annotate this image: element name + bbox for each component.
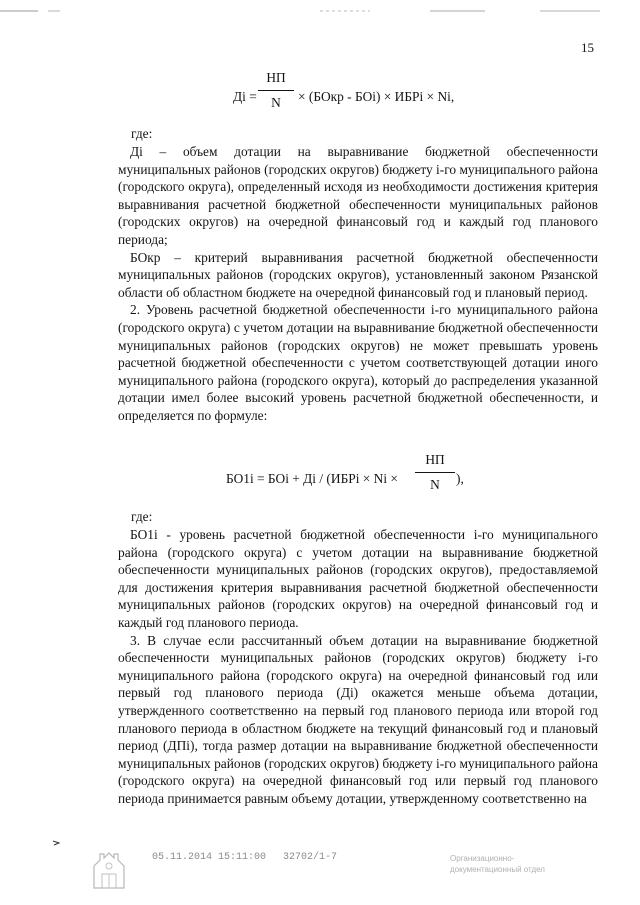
registration-seal-icon	[86, 848, 132, 894]
where-label-1: где:	[131, 126, 153, 141]
where-label-2: где:	[131, 509, 153, 524]
formula-2-tail: ),	[456, 471, 464, 486]
scan-mark-icon	[52, 840, 60, 846]
formula-2-lhs: БО1i = БОi + Дi / (ИБРi × Ni ×	[226, 471, 398, 486]
fraction-bar	[258, 90, 294, 91]
footer-datetime: 05.11.2014 15:11:00	[152, 852, 267, 863]
formula-1-fraction	[258, 70, 294, 111]
formula-1-denominator: N	[271, 95, 281, 110]
paragraph-3: 3. В случае если рассчитанный объем дотации на выравнивание бюджетной обеспеченности муниципальных районов (городских округов) бюджету i-го муниципального района (городского округа) на очередной финансовый год или первый год планового периода (Дi) окажется меньше объема дотации, утвержденного соответственно на первый год планового периода или второй год планового периода в областном бюджете на текущий финансовый год и плановый период (ДПi), тогда размер дотации на выравнивание бюджетной обеспеченности муниципальных районов (городских округов) бюджету i-го муниципального района (городского округа) на очередной финансовый год или первый год планового периода принимается равным объему дотации, утвержденному соответственно на	[118, 632, 598, 806]
definition-d: Дi – объем дотации на выравнивание бюджетной обеспеченности муниципальных районов (городских округов) бюджету i-го муниципального района (городского округа), определенный исходя из необходимости достижения критерия выравнивания расчетной бюджетной обеспеченности муниципальных районов (городских округов) на очередной финансовый год и каждый год планового периода;	[118, 144, 598, 247]
fraction-bar	[415, 472, 455, 473]
stamp-line-1: Организационно-	[450, 854, 515, 863]
footer-department-stamp	[450, 853, 560, 875]
definitions-block-2	[118, 526, 598, 808]
formula-2-denominator: N	[430, 477, 440, 492]
stamp-line-2: документационный отдел	[450, 865, 545, 874]
formula-1-rhs: × (БОкр - БОi) × ИБРi × Ni,	[298, 89, 455, 104]
formula-1-numerator: НП	[266, 70, 286, 85]
formula-1-lhs: Дi =	[233, 89, 257, 104]
definition-bo1: БО1i - уровень расчетной бюджетной обеспеченности i-го муниципального района (городского округа) с учетом дотации на выравнивание бюджетной обеспеченности муниципальных районов (городских округов), предоставляемой для достижения критерия выравнивания расчетной бюджетной обеспеченности муниципальных районов (городских округов) на очередной финансовый год и каждый год планового периода.	[118, 527, 598, 630]
formula-2-numerator: НП	[425, 452, 445, 467]
page-number: 15	[581, 40, 594, 55]
scan-top-edge-marks	[0, 8, 640, 14]
definitions-block-1	[118, 143, 598, 425]
footer-document-number: 32702/1-7	[283, 852, 338, 863]
definition-bokr: БОкр – критерий выравнивания расчетной бюджетной обеспеченности муниципальных районов (городских округов), установленный законом Рязанской области об областном бюджете на очередной финансовый год и плановый период.	[118, 249, 598, 300]
paragraph-2: 2. Уровень расчетной бюджетной обеспеченности i-го муниципального района (городского округа) с учетом дотации на выравнивание бюджетной обеспеченности муниципальных районов (городских округов) не может превышать уровень расчетной бюджетной обеспеченности с учетом соответствующей дотации иного муниципального района (городского округа), который до распределения указанной дотации имел более высокий уровень расчетной бюджетной обеспеченности, и определяется по формуле:	[118, 302, 598, 423]
formula-2-fraction	[415, 452, 455, 493]
